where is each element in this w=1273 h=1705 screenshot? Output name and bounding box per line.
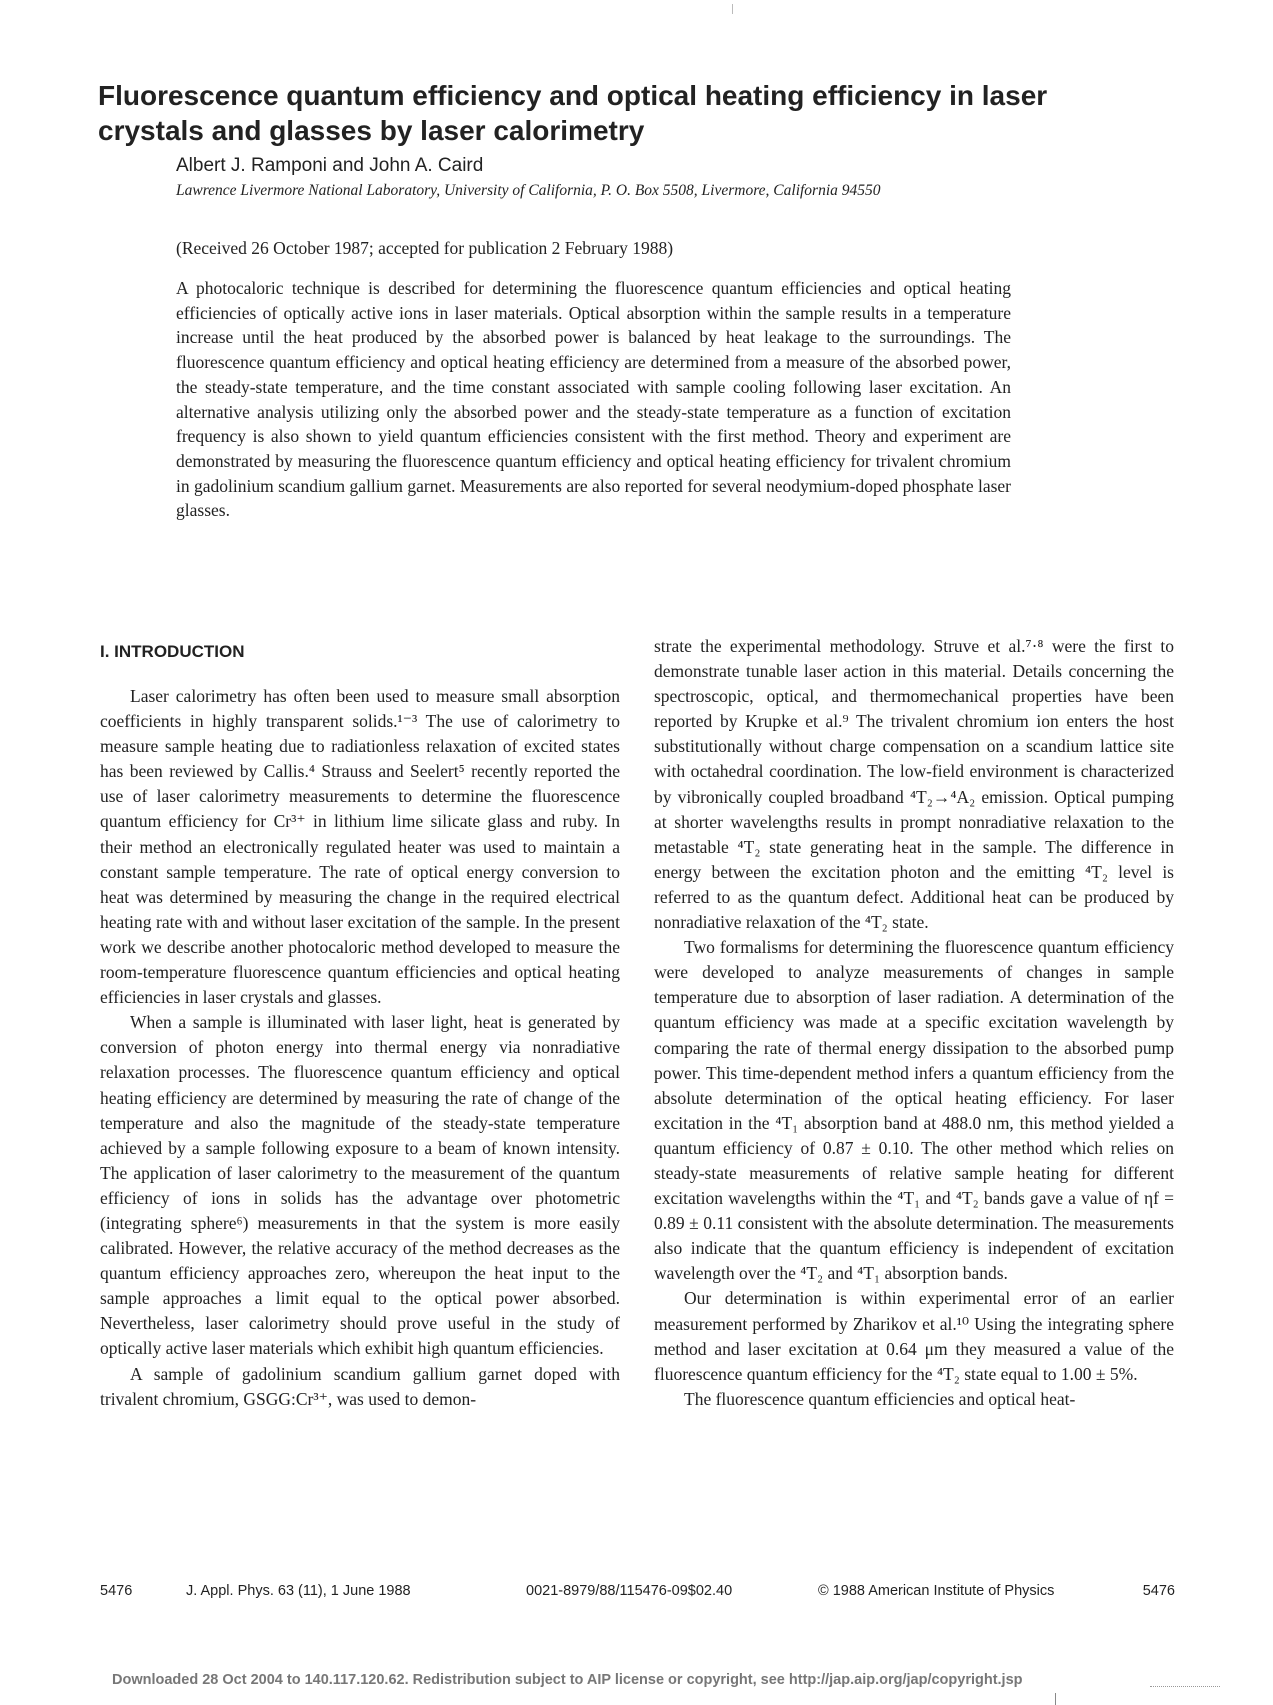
- article-title: Fluorescence quantum efficiency and optical heating efficiency in laser crystals and glasses by laser calorimetry: [98, 80, 1048, 146]
- download-dots: [1150, 1686, 1220, 1687]
- author-list: Albert J. Ramponi and John A. Caird: [176, 155, 484, 176]
- body-paragraph: Laser calorimetry has often been used to measure small absorption coefficients in highly transparent solids.¹⁻³ The use of calorimetry to measure sample heating due to radiationless relaxation of excited states has been reviewed by Callis.⁴ Strauss and Seelert⁵ recently reported the use of laser calorimetry measurements to determine the fluorescence quantum efficiency for Cr³⁺ in lithium lime silicate glass and ruby. In their method an electronically regulated heater was used to maintain a constant sample temperature. The rate of optical energy conversion to heat was determined by measuring the change in the required electrical heating rate with and without laser excitation of the sample. In the present work we describe another photocaloric method developed to measure the room-temperature fluorescence quantum efficiencies and optical heating efficiencies in laser crystals and glasses.: [100, 686, 620, 1008]
- received-dates: (Received 26 October 1987; accepted for publication 2 February 1988): [176, 238, 674, 258]
- body-column-right: [654, 634, 1174, 1412]
- page-footer: [100, 1583, 1175, 1605]
- download-notice: Downloaded 28 Oct 2004 to 140.117.120.62. Redistribution subject to AIP license or copyright, see http://jap.aip.org/jap/copyright.jsp: [112, 1672, 1023, 1688]
- author-affiliation: Lawrence Livermore National Laboratory, University of California, P. O. Box 5508, Livermore, California 94550: [176, 182, 881, 199]
- abstract: A photocaloric technique is described for determining the fluorescence quantum efficiencies and optical heating efficiencies of optically active ions in laser materials. Optical absorption within the sample results in a temperature increase until the heat produced by the absorbed power is balanced by heat leakage to the surroundings. The fluorescence quantum efficiency and optical heating efficiency are determined from a measure of the absorbed power, the steady-state temperature, and the time constant associated with sample cooling following laser excitation. An alternative analysis utilizing only the absorbed power and the steady-state temperature as a function of excitation frequency is also shown to yield quantum efficiencies consistent with the first method. Theory and experiment are demonstrated by measuring the fluorescence quantum efficiency and optical heating efficiency for trivalent chromium in gadolinium scandium gallium garnet. Measurements are also reported for several neodymium-doped phosphate laser glasses.: [176, 278, 1011, 521]
- body-paragraph: Our determination is within experimental error of an earlier measurement performed by Zharikov et al.¹⁰ Using the integrating sphere method and laser excitation at 0.64 μm they measured a value of the fluorescence quantum efficiency for the ⁴T₂ state equal to 1.00 ± 5%.: [654, 1288, 1174, 1384]
- body-paragraph: A sample of gadolinium scandium gallium garnet doped with trivalent chromium, GSGG:Cr³⁺, was used to demon-: [100, 1363, 620, 1409]
- journal-citation: J. Appl. Phys. 63 (11), 1 June 1988: [186, 1583, 411, 1599]
- body-column-left: [100, 684, 620, 1412]
- scan-mark: [732, 4, 733, 14]
- page-number-right: 5476: [1142, 1583, 1175, 1599]
- article-code: 0021-8979/88/115476-09$02.40: [526, 1583, 733, 1599]
- body-paragraph: When a sample is illuminated with laser light, heat is generated by conversion of photon energy into thermal energy via nonradiative relaxation processes. The fluorescence quantum efficiency and optical heating efficiency are determined by measuring the rate of change of the temperature and also the magnitude of the steady-state temperature achieved by a sample following exposure to a beam of known intensity. The application of laser calorimetry to the measurement of the quantum efficiency of ions in solids has the advantage over photometric (integrating sphere⁶) measurements in that the system is more easily calibrated. However, the relative accuracy of the method decreases as the quantum efficiency approaches zero, whereupon the heat input to the sample approaches a limit equal to the optical power absorbed. Nevertheless, laser calorimetry should prove useful in the study of optically active laser materials which exhibit high quantum efficiencies.: [100, 1012, 620, 1359]
- section-heading-introduction: I. INTRODUCTION: [100, 642, 245, 661]
- page-number-left: 5476: [100, 1583, 133, 1599]
- copyright-notice: © 1988 American Institute of Physics: [818, 1583, 1055, 1599]
- body-paragraph: strate the experimental methodology. Struve et al.⁷·⁸ were the first to demonstrate tunable laser action in this material. Details concerning the spectroscopic, optical, and thermomechanical properties have been reported by Krupke et al.⁹ The trivalent chromium ion enters the host substitutionally without charge compensation on a scandium lattice site with octahedral coordination. The low-field environment is characterized by vibronically coupled broadband ⁴T₂→⁴A₂ emission. Optical pumping at shorter wavelengths results in prompt nonradiative relaxation to the metastable ⁴T₂ state generating heat in the sample. The difference in energy between the excitation photon and the emitting ⁴T₂ level is referred to as the quantum defect. Additional heat can be produced by nonradiative relaxation of the ⁴T₂ state.: [654, 636, 1174, 933]
- margin-tick: [1055, 1693, 1056, 1705]
- body-paragraph: The fluorescence quantum efficiencies and optical heat-: [684, 1388, 1076, 1409]
- body-paragraph: Two formalisms for determining the fluorescence quantum efficiency were developed to analyze measurements of changes in sample temperature due to absorption of laser radiation. A determination of the quantum efficiency was made at a specific excitation wavelength by comparing the rate of thermal energy dissipation to the absorbed pump power. This time-dependent method infers a quantum efficiency from the absolute determination of the optical heating efficiency. For laser excitation in the ⁴T₁ absorption band at 488.0 nm, this method yielded a quantum efficiency of 0.87 ± 0.10. The other method which relies on steady-state measurements of relative sample heating for different excitation wavelengths within the ⁴T₁ and ⁴T₂ bands gave a value of ηf = 0.89 ± 0.11 consistent with the absolute determination. The measurements also indicate that the quantum efficiency is independent of excitation wavelength over the ⁴T₂ and ⁴T₁ absorption bands.: [654, 937, 1174, 1284]
